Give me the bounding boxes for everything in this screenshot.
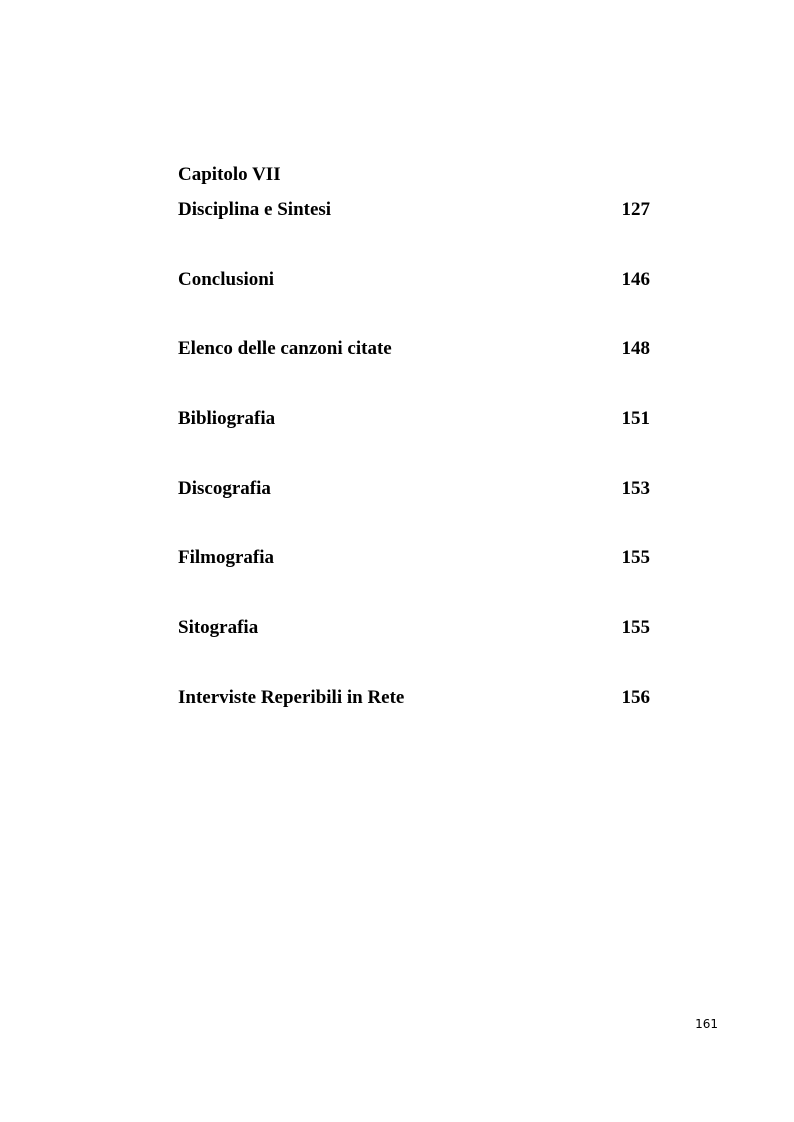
toc-entry-sitografia [178, 617, 650, 687]
toc-entry-title: Interviste Reperibili in Rete [178, 686, 405, 708]
toc-entry-page: 151 [621, 408, 650, 430]
toc-entry-elenco-canzoni [178, 338, 650, 408]
page-number: 161 [695, 1017, 718, 1031]
toc-entry-bibliografia [178, 408, 650, 478]
toc-entry-interviste [178, 687, 650, 757]
toc-entry-page: 155 [621, 617, 650, 639]
toc-entry-discografia [178, 478, 650, 548]
toc-entry-title: Bibliografia [178, 408, 276, 430]
toc-entry-filmografia [178, 547, 650, 617]
chapter-heading: Capitolo VII [178, 164, 281, 185]
toc-entry-page: 148 [621, 338, 650, 360]
table-of-contents [178, 199, 650, 757]
toc-entry-conclusioni [178, 269, 650, 339]
toc-entry-page: 155 [621, 547, 650, 569]
toc-entry-disciplina-e-sintesi [178, 199, 650, 269]
toc-entry-page: 146 [621, 268, 650, 290]
toc-entry-page: 127 [621, 199, 650, 220]
toc-entry-title: Sitografia [178, 617, 259, 639]
toc-entry-title: Disciplina e Sintesi [178, 199, 332, 220]
toc-entry-page: 153 [621, 477, 650, 499]
toc-entry-title: Filmografia [178, 547, 275, 569]
toc-entry-page: 156 [621, 686, 650, 708]
toc-entry-title: Elenco delle canzoni citate [178, 338, 392, 360]
toc-entry-title: Conclusioni [178, 268, 275, 290]
toc-entry-title: Discografia [178, 477, 271, 499]
